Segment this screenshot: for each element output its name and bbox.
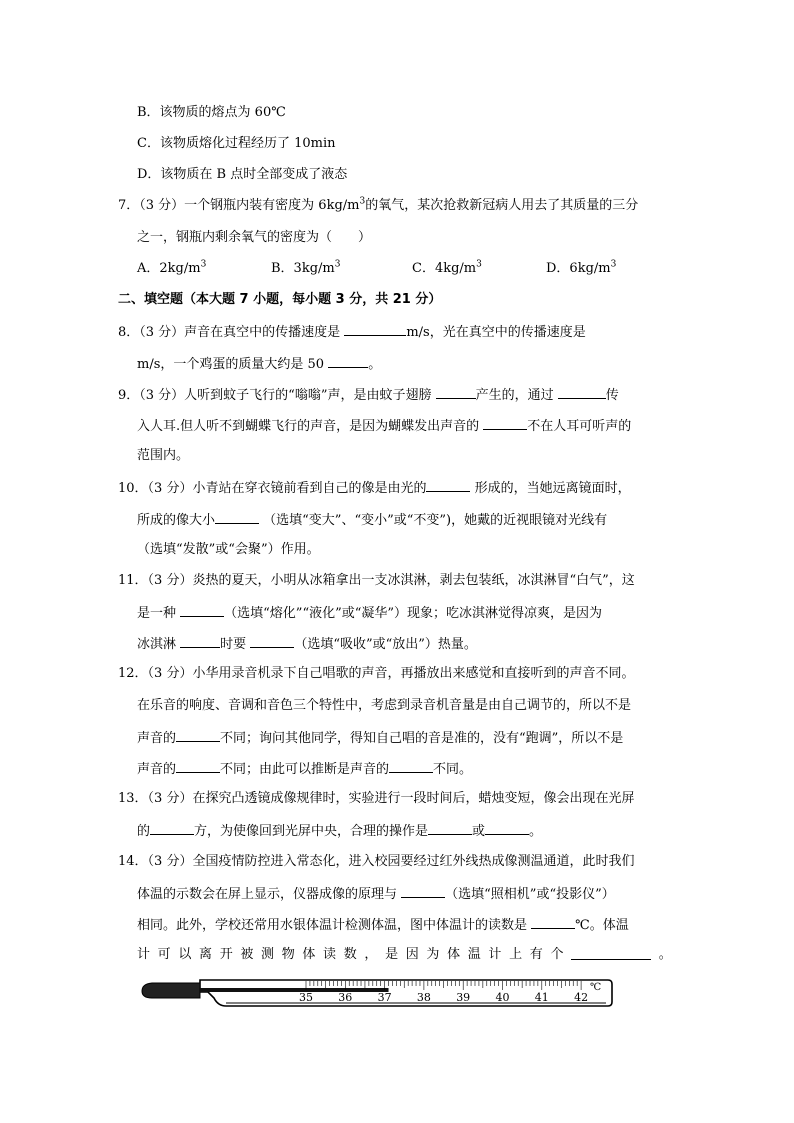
thermometer-glass bbox=[200, 980, 612, 1006]
question-14-line1: 14．（3 分）全国疫情防控进入常态化，进入校园要经过红外线热成像测温通道，此时我们 bbox=[118, 854, 635, 869]
justified-char: 是 bbox=[385, 947, 399, 962]
scale-labels bbox=[299, 991, 588, 1004]
option-b: B．该物质的熔点为 60℃ bbox=[137, 105, 286, 120]
scale-label: 36 bbox=[338, 991, 353, 1004]
justified-char: 测 bbox=[261, 947, 275, 962]
line-end-punct: 。 bbox=[658, 947, 672, 962]
question-12-line4: 声音的 不同；由此可以推断是声音的 不同。 bbox=[137, 758, 472, 780]
blank[interactable] bbox=[531, 914, 575, 929]
question-7-line1: 7．（3 分）一个钢瓶内装有密度为 $6kg/m^3$的氧气，某次抢救新冠病人用去了其质量的三分 bbox=[118, 196, 639, 213]
blank[interactable] bbox=[436, 384, 476, 399]
blank[interactable] bbox=[180, 602, 224, 617]
blank[interactable] bbox=[180, 633, 220, 648]
question-10-line2: 所成的像大小 （选填“变大”、“变小”或“不变”)，她戴的近视眼镜对光线有 bbox=[137, 509, 607, 531]
scale-label: 42 bbox=[574, 991, 589, 1004]
scale-label: 40 bbox=[495, 991, 510, 1004]
justified-char: 被 bbox=[240, 947, 254, 962]
justified-char: 读 bbox=[323, 947, 337, 962]
question-8-line2: m/s，一个鸡蛋的质量大约是 50 。 bbox=[137, 353, 381, 375]
question-12-line1: 12．（3 分）小华用录音机录下自己唱歌的声音，再播放出来感觉和直接听到的声音不同。 bbox=[118, 666, 635, 681]
section-2-title: 二、填空题（本大题 7 小题，每小题 3 分，共 21 分） bbox=[118, 292, 442, 307]
q7-option-a[interactable]: A．$2kg/m^3$ bbox=[137, 259, 207, 276]
blank[interactable] bbox=[571, 945, 651, 960]
justified-char: 体 bbox=[302, 947, 316, 962]
justified-char: 数 bbox=[343, 947, 357, 962]
scale-label: 41 bbox=[534, 991, 549, 1004]
question-11-line1: 11．（3 分）炎热的夏天，小明从冰箱拿出一支冰淇淋，剥去包装纸，冰淇淋冒“白气”，这 bbox=[118, 573, 635, 588]
justified-char: 上 bbox=[509, 947, 523, 962]
justified-char: 温 bbox=[467, 947, 481, 962]
justified-char: 物 bbox=[281, 947, 295, 962]
q7-option-c[interactable]: C．$4kg/m^3$ bbox=[412, 259, 482, 276]
blank[interactable] bbox=[176, 727, 220, 742]
justified-char: 离 bbox=[199, 947, 213, 962]
question-14-line4 bbox=[137, 945, 672, 965]
q7-option-b[interactable]: B．$3kg/m^3$ bbox=[271, 259, 341, 276]
question-13-line1: 13．（3 分）在探究凸透镜成像规律时，实验进行一段时间后，蜡烛变短，像会出现在光屏 bbox=[118, 791, 635, 806]
justified-char: 为 bbox=[426, 947, 440, 962]
question-9-line3: 范围内。 bbox=[137, 448, 190, 463]
justified-char: 体 bbox=[447, 947, 461, 962]
question-9-line1: 9．（3 分）人听到蚊子飞行的“嗡嗡”声，是由蚊子翅膀 产生的，通过 传 bbox=[118, 384, 619, 406]
justified-char: 计 bbox=[137, 947, 151, 962]
blank[interactable] bbox=[215, 509, 259, 524]
justified-char: 因 bbox=[405, 947, 419, 962]
justified-char: 以 bbox=[178, 947, 192, 962]
question-7-options bbox=[137, 259, 677, 279]
justified-char: 可 bbox=[157, 947, 171, 962]
option-c: C．该物质熔化过程经历了 10min bbox=[137, 136, 336, 151]
question-10-line3: （选填“发散”或“会聚”）作用。 bbox=[137, 542, 320, 557]
question-11-line2: 是一种 （选填“熔化”“液化”或“凝华”）现象；吃冰淇淋觉得凉爽，是因为 bbox=[137, 602, 602, 624]
blank[interactable] bbox=[428, 820, 472, 835]
question-12-line3: 声音的 不同；询问其他同学，得知自己唱的音是准的，没有“跑调”，所以不是 bbox=[137, 727, 623, 749]
question-13-line2: 的 方，为使像回到光屏中央，合理的操作是 或 。 bbox=[137, 820, 542, 842]
question-11-line3: 冰淇淋 时要 （选填“吸收”或“放出”）热量。 bbox=[137, 633, 477, 655]
blank[interactable] bbox=[426, 477, 470, 492]
scale-label: 39 bbox=[456, 991, 471, 1004]
q7-option-d[interactable]: D．$6kg/m^3$ bbox=[546, 259, 617, 276]
blank[interactable] bbox=[389, 758, 433, 773]
blank[interactable] bbox=[250, 633, 294, 648]
scale-label: 35 bbox=[299, 991, 313, 1004]
question-10-line1: 10．（3 分）小青站在穿衣镜前看到自己的像是由光的 形成的，当她远离镜面时， bbox=[118, 477, 631, 499]
justified-char: 个 bbox=[550, 947, 564, 962]
blank[interactable] bbox=[328, 353, 368, 368]
question-9-line2: 入人耳.但人听不到蝴蝶飞行的声音，是因为蝴蝶发出声音的 不在人耳可听声的 bbox=[137, 415, 631, 437]
option-d: D．该物质在 B 点时全部变成了液态 bbox=[137, 167, 348, 182]
justified-char: 计 bbox=[488, 947, 502, 962]
question-8-line1: 8．（3 分）声音在真空中的传播速度是 m/s，光在真空中的传播速度是 bbox=[118, 321, 586, 343]
question-14-line2: 体温的示数会在屏上显示，仪器成像的原理与 （选填“照相机”或“投影仪”） bbox=[137, 883, 615, 905]
question-12-line2: 在乐音的响度、音调和音色三个特性中，考虑到录音机音量是由自己调节的，所以不是 bbox=[137, 698, 632, 713]
justified-char: 开 bbox=[219, 947, 233, 962]
blank[interactable] bbox=[344, 321, 406, 336]
justified-char: 有 bbox=[529, 947, 543, 962]
blank[interactable] bbox=[150, 820, 194, 835]
blank[interactable] bbox=[483, 415, 527, 430]
scale-unit: ℃ bbox=[590, 982, 602, 993]
scale-label: 37 bbox=[377, 991, 392, 1004]
blank[interactable] bbox=[558, 384, 606, 399]
question-14-line3: 相同。此外，学校还常用水银体温计检测体温，图中体温计的读数是 ℃。体温 bbox=[137, 914, 629, 936]
blank[interactable] bbox=[176, 758, 220, 773]
blank[interactable] bbox=[401, 883, 445, 898]
thermometer-bulb bbox=[142, 983, 200, 998]
scale-label: 38 bbox=[416, 991, 431, 1004]
thermometer-figure bbox=[140, 976, 620, 1010]
justified-char: ， bbox=[364, 947, 378, 962]
question-7-line2: 之一，钢瓶内剩余氧气的密度为（ ） bbox=[137, 230, 372, 245]
blank[interactable] bbox=[485, 820, 529, 835]
